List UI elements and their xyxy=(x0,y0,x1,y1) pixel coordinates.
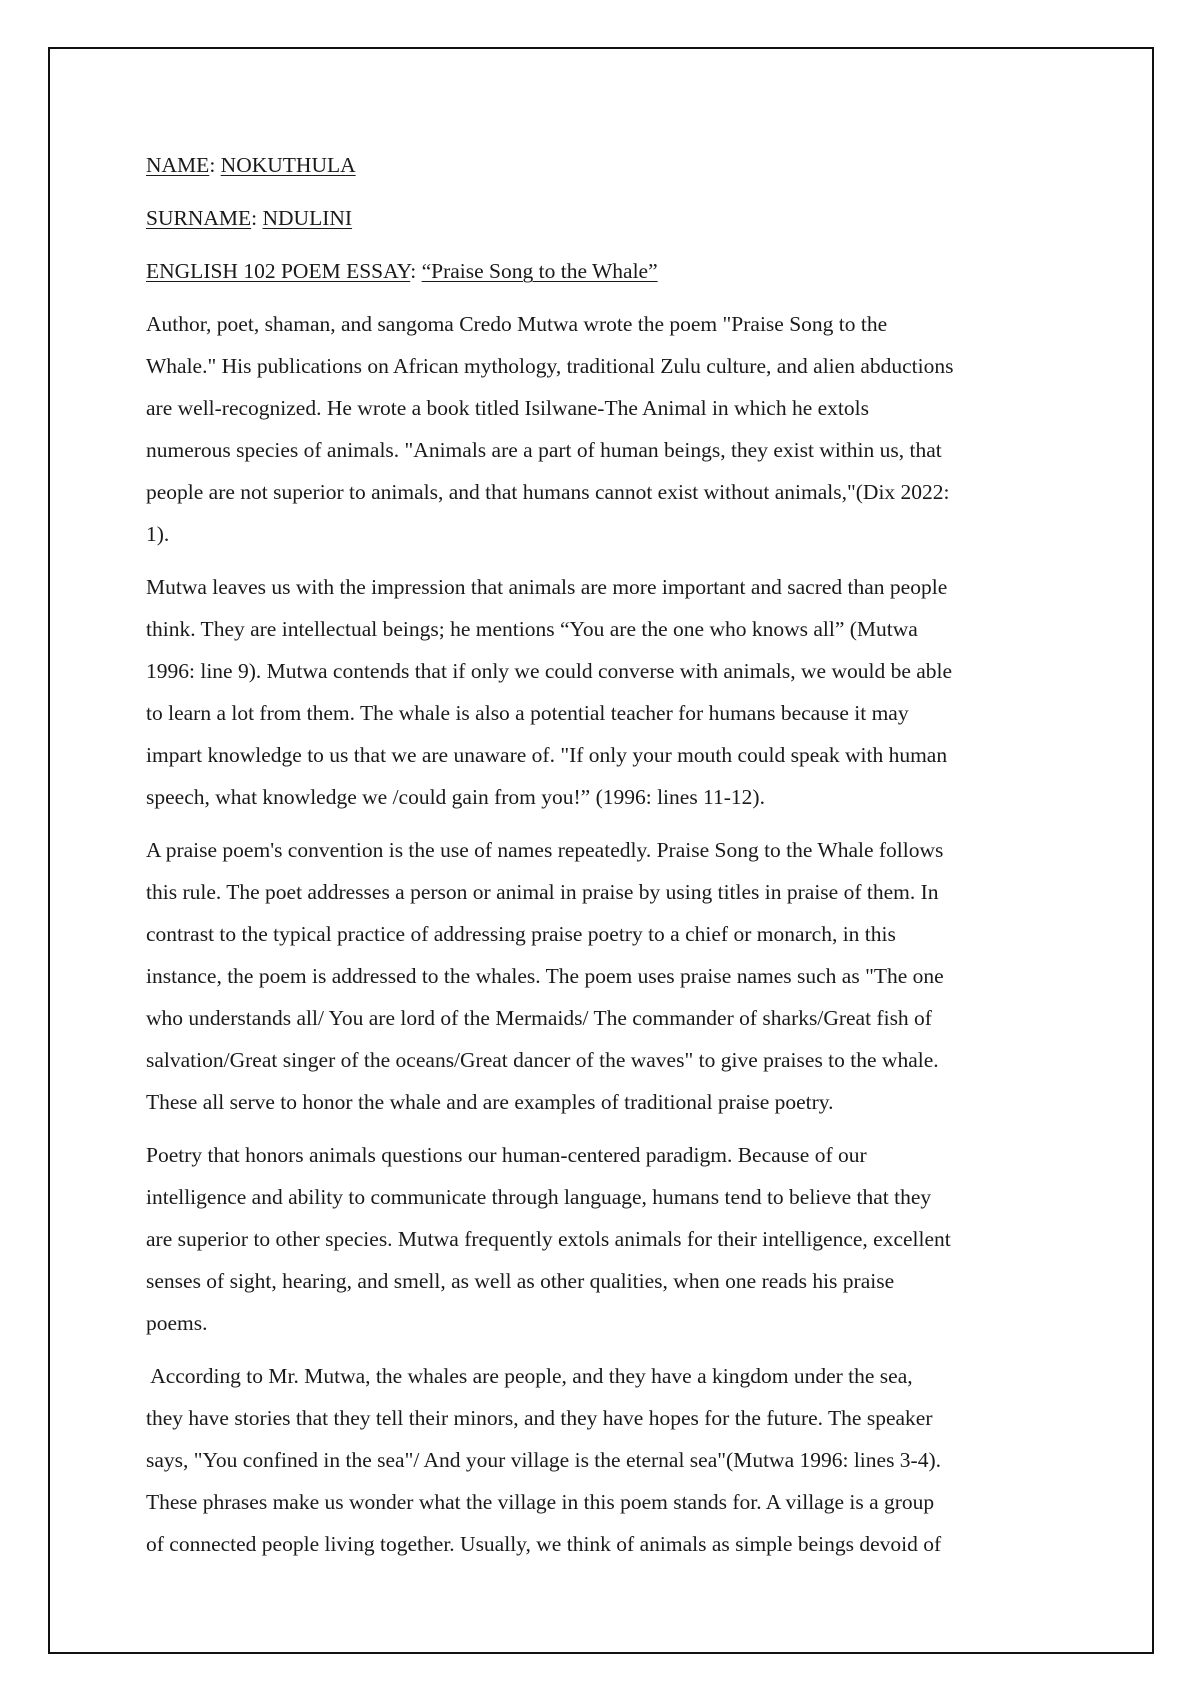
essay-paragraphs xyxy=(146,303,1066,1565)
name-line xyxy=(146,144,1066,186)
paragraph-line: this rule. The poet addresses a person or animal in praise by using titles in praise of them. In xyxy=(146,880,939,904)
paragraph-3 xyxy=(146,829,1066,1123)
course-line xyxy=(146,250,1066,292)
paragraph-line: instance, the poem is addressed to the whales. The poem uses praise names such as "The one xyxy=(146,964,944,988)
paragraph-line: are well-recognized. He wrote a book titled Isilwane-The Animal in which he extols xyxy=(146,396,869,420)
course-label: ENGLISH 102 POEM ESSAY xyxy=(146,259,411,283)
paragraph-line: A praise poem's convention is the use of names repeatedly. Praise Song to the Whale follows xyxy=(146,838,944,862)
surname-line xyxy=(146,197,1066,239)
paragraph-2 xyxy=(146,566,1066,818)
surname-value: NDULINI xyxy=(262,206,353,230)
paragraph-line: These all serve to honor the whale and are examples of traditional praise poetry. xyxy=(146,1090,834,1114)
paragraph-5 xyxy=(146,1355,1066,1565)
paragraph-line: senses of sight, hearing, and smell, as well as other qualities, when one reads his praise xyxy=(146,1269,895,1293)
paragraph-line: Whale." His publications on African mythology, traditional Zulu culture, and alien abductions xyxy=(146,354,954,378)
paragraph-line: poems. xyxy=(146,1311,208,1335)
essay-title: “Praise Song to the Whale” xyxy=(421,259,658,283)
name-separator: : xyxy=(209,153,221,177)
paragraph-line: who understands all/ You are lord of the Mermaids/ The commander of sharks/Great fish of xyxy=(146,1006,932,1030)
paragraph-line: impart knowledge to us that we are unaware of. "If only your mouth could speak with human xyxy=(146,743,948,767)
paragraph-line: of connected people living together. Usually, we think of animals as simple beings devoid of xyxy=(146,1532,942,1556)
surname-separator: : xyxy=(251,206,263,230)
name-value: NOKUTHULA xyxy=(220,153,356,177)
paragraph-4 xyxy=(146,1134,1066,1344)
paragraph-line: These phrases make us wonder what the village in this poem stands for. A village is a group xyxy=(146,1490,935,1514)
paragraph-line: salvation/Great singer of the oceans/Great dancer of the waves" to give praises to the whale. xyxy=(146,1048,939,1072)
paragraph-line: numerous species of animals. "Animals are a part of human beings, they exist within us, that xyxy=(146,438,942,462)
paragraph-line: think. They are intellectual beings; he mentions “You are the one who knows all” (Mutwa xyxy=(146,617,918,641)
document-body xyxy=(146,144,1066,1576)
paragraph-line: According to Mr. Mutwa, the whales are people, and they have a kingdom under the sea, xyxy=(146,1364,913,1388)
paragraph-line: says, "You confined in the sea"/ And your village is the eternal sea"(Mutwa 1996: lines 3-4). xyxy=(146,1448,942,1472)
paragraph-line: people are not superior to animals, and that humans cannot exist without animals,"(Dix 2022: xyxy=(146,480,950,504)
paragraph-line: intelligence and ability to communicate through language, humans tend to believe that they xyxy=(146,1185,932,1209)
paragraph-line: contrast to the typical practice of addressing praise poetry to a chief or monarch, in this xyxy=(146,922,896,946)
paragraph-line: Mutwa leaves us with the impression that animals are more important and sacred than people xyxy=(146,575,948,599)
course-separator: : xyxy=(410,259,422,283)
name-label: NAME xyxy=(146,153,210,177)
paragraph-line: Author, poet, shaman, and sangoma Credo Mutwa wrote the poem "Praise Song to the xyxy=(146,312,888,336)
surname-label: SURNAME xyxy=(146,206,252,230)
paragraph-line: speech, what knowledge we /could gain from you!” (1996: lines 11-12). xyxy=(146,785,765,809)
paragraph-1 xyxy=(146,303,1066,555)
paragraph-line: to learn a lot from them. The whale is also a potential teacher for humans because it may xyxy=(146,701,909,725)
paragraph-line: 1996: line 9). Mutwa contends that if only we could converse with animals, we would be able xyxy=(146,659,953,683)
paragraph-line: they have stories that they tell their minors, and they have hopes for the future. The speaker xyxy=(146,1406,933,1430)
paragraph-line: are superior to other species. Mutwa frequently extols animals for their intelligence, excellent xyxy=(146,1227,951,1251)
paragraph-line: 1). xyxy=(146,522,170,546)
paragraph-line: Poetry that honors animals questions our human-centered paradigm. Because of our xyxy=(146,1143,867,1167)
